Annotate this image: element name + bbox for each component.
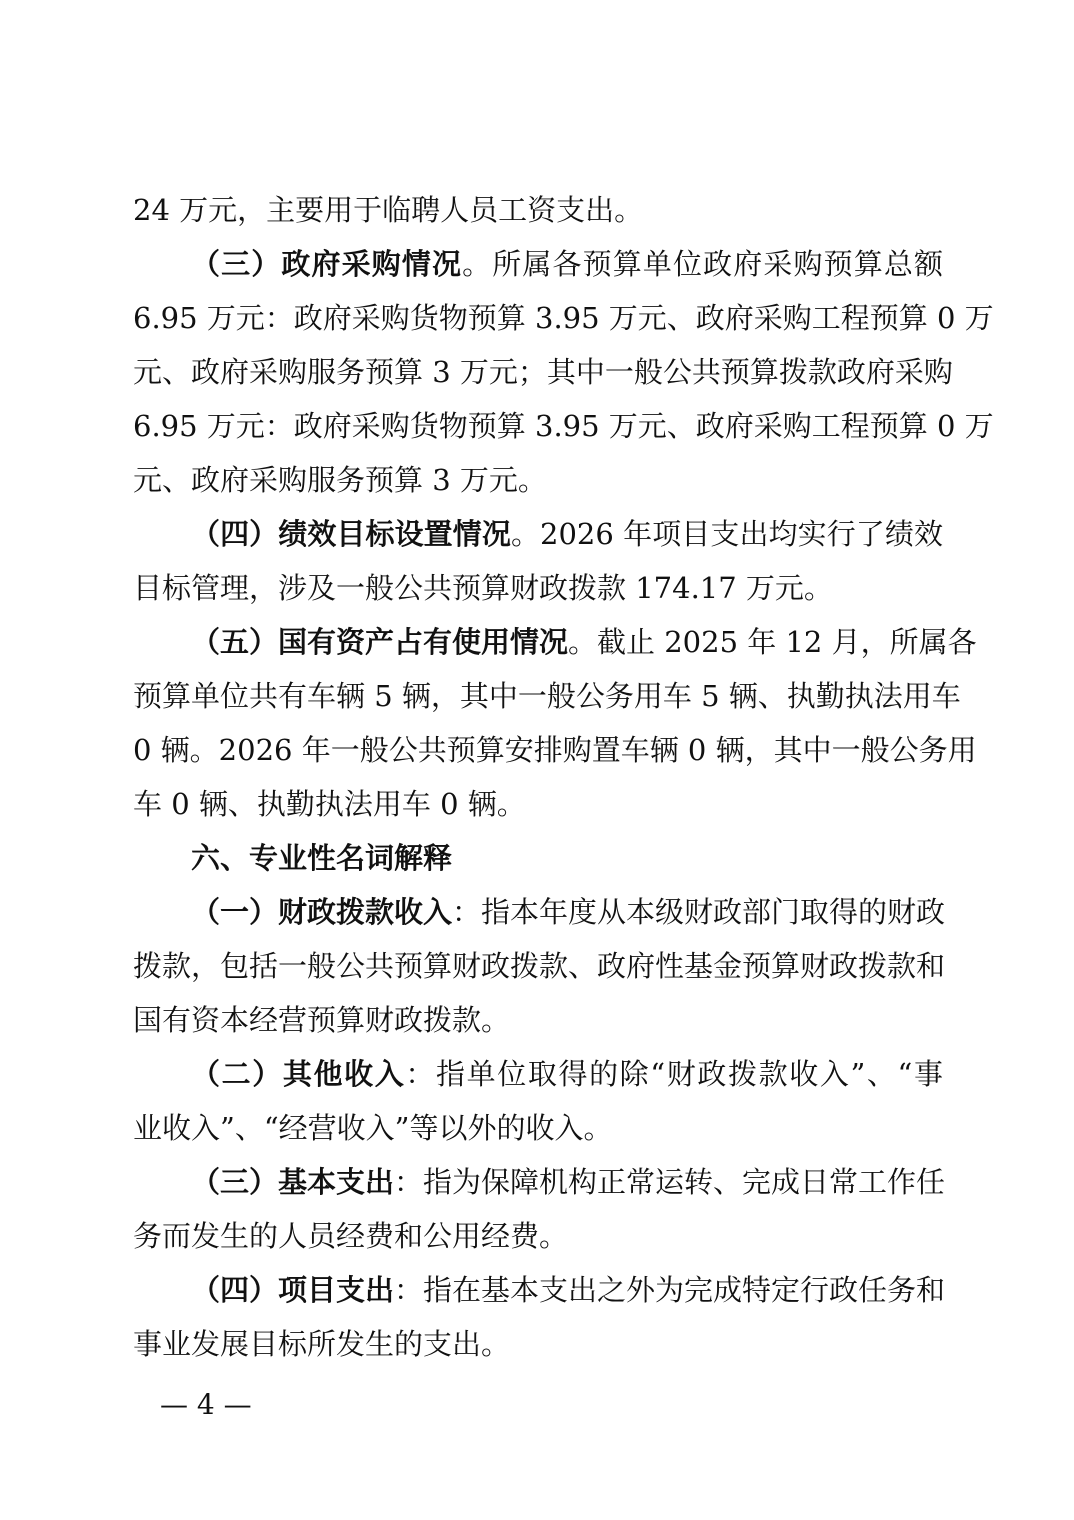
paragraph-government-procurement xyxy=(133,237,943,291)
paragraph-line: 业收入”、“经营收入”等以外的收入。 xyxy=(133,1111,613,1145)
paragraph-lead: （五）国有资产占有使用情况 xyxy=(191,625,569,659)
paragraph-basic-expenditure xyxy=(133,1155,946,1209)
paragraph-lead: （四）项目支出 xyxy=(191,1273,395,1307)
paragraph-line: 国有资本经营预算财政拨款。 xyxy=(133,1003,511,1037)
paragraph-line: 目标管理，涉及一般公共预算财政拨款 174.17 万元。 xyxy=(133,571,833,605)
paragraph-lead: （二）其他收入 xyxy=(191,1057,406,1091)
paragraph-line: 6.95 万元：政府采购货物预算 3.95 万元、政府采购工程预算 0 万 xyxy=(133,409,994,443)
paragraph-lead: （三）基本支出 xyxy=(191,1165,395,1199)
paragraph-line: 务而发生的人员经费和公用经费。 xyxy=(133,1219,569,1253)
paragraph-line: 0 辆。2026 年一般公共预算安排购置车辆 0 辆，其中一般公务用 xyxy=(133,733,977,767)
paragraph-line: 拨款，包括一般公共预算财政拨款、政府性基金预算财政拨款和 xyxy=(133,949,946,983)
paragraph-text: ：指本年度从本级财政部门取得的财政 xyxy=(452,895,946,929)
paragraph-line: 6.95 万元：政府采购货物预算 3.95 万元、政府采购工程预算 0 万 xyxy=(133,301,994,335)
paragraph-line: 元、政府采购服务预算 3 万元。 xyxy=(133,463,547,497)
paragraph-state-assets xyxy=(133,615,977,669)
page-number: — 4 — xyxy=(160,1388,252,1421)
paragraph-line: 元、政府采购服务预算 3 万元；其中一般公共预算拨款政府采购 xyxy=(133,355,953,389)
paragraph-lead: （一）财政拨款收入 xyxy=(191,895,453,929)
paragraph-text: ：指在基本支出之外为完成特定行政任务和 xyxy=(394,1273,946,1307)
paragraph-text: ：指为保障机构正常运转、完成日常工作任 xyxy=(394,1165,946,1199)
paragraph-lead: （四）绩效目标设置情况 xyxy=(191,517,511,551)
paragraph-text: ：指单位取得的除“财政拨款收入”、“事 xyxy=(405,1057,943,1091)
paragraph-text: 。所属各预算单位政府采购预算总额 xyxy=(462,247,943,281)
document-body xyxy=(133,183,994,1371)
paragraph-project-expenditure xyxy=(133,1263,946,1317)
paragraph-performance-targets xyxy=(133,507,943,561)
paragraph-line: 车 0 辆、执勤执法用车 0 辆。 xyxy=(133,787,526,821)
paragraph-line: 事业发展目标所发生的支出。 xyxy=(133,1327,511,1361)
section-heading: 六、专业性名词解释 xyxy=(191,841,453,875)
paragraph-line: 24 万元，主要用于临聘人员工资支出。 xyxy=(133,193,644,227)
paragraph-text: 。2026 年项目支出均实行了绩效 xyxy=(510,517,943,551)
paragraph-line: 预算单位共有车辆 5 辆，其中一般公务用车 5 辆、执勤执法用车 xyxy=(133,679,961,713)
paragraph-lead: （三）政府采购情况 xyxy=(191,247,463,281)
paragraph-text: 。截止 2025 年 12 月，所属各 xyxy=(568,625,977,659)
paragraph-fiscal-appropriation-income xyxy=(133,885,946,939)
paragraph-other-income xyxy=(133,1047,943,1101)
